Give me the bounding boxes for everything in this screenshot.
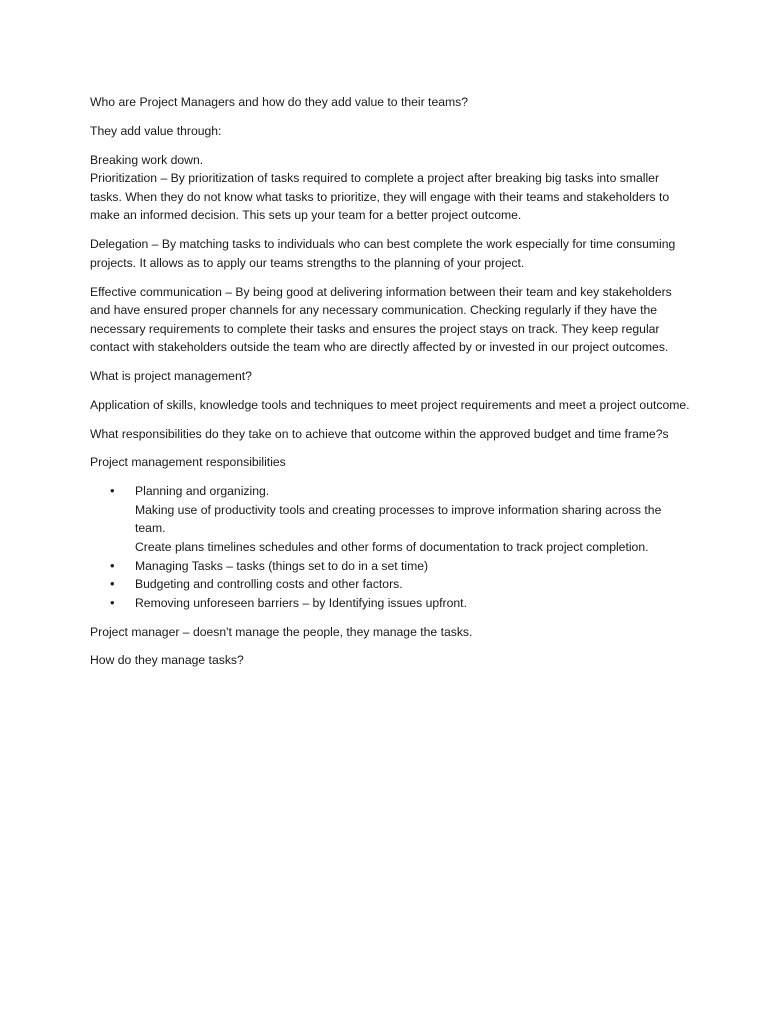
bullet-icon: • — [110, 483, 115, 499]
add-value-intro: They add value through: — [90, 123, 222, 138]
value-communication: Effective communication – By being good at delivering information between their team and key stakeholders and have ensured proper channels for any necessary communication. Checking regularly if they have the necessary requirements to complete their tasks and ensures the project stays on track. They keep regular contact with stakeholders outside the team who are directly affected by or invested in our project outcomes. — [90, 284, 672, 355]
list-item-line: Making use of productivity tools and creating processes to improve information sharing across the team. — [135, 502, 662, 536]
list-item-line: Budgeting and controlling costs and other factors. — [135, 577, 403, 592]
value-prioritization: Prioritization – By prioritization of tasks required to complete a project after breaking big tasks into smaller tasks. When they do not know what tasks to prioritize, they will engage with their teams and stakeholders to make an informed decision. This sets up your team for a better project outcome. — [90, 171, 670, 223]
list-item-line: Removing unforeseen barriers – by Identifying issues upfront. — [135, 595, 467, 610]
question-how-manage-tasks: How do they manage tasks? — [90, 653, 244, 668]
responsibilities-heading: Project management responsibilities — [90, 455, 286, 470]
list-item — [90, 482, 690, 556]
pm-definition: Application of skills, knowledge tools and techniques to meet project requirements and meet a project outcome. — [90, 397, 690, 412]
value-breaking-work-paragraph — [90, 151, 690, 225]
bullet-icon: • — [110, 594, 115, 610]
bullet-icon: • — [110, 576, 115, 592]
list-item-line: Planning and organizing. — [135, 484, 270, 499]
list-item — [90, 594, 690, 613]
question-responsibilities: What responsibilities do they take on to achieve that outcome within the approved budget and time frame?s — [90, 426, 669, 441]
list-item — [90, 557, 690, 576]
value-breaking-work: Breaking work down. — [90, 152, 204, 167]
responsibilities-list — [90, 482, 690, 612]
value-delegation: Delegation – By matching tasks to individuals who can best complete the work especially for time consuming projects. It allows as to apply our teams strengths to the planning of your project. — [90, 237, 676, 270]
pm-note: Project manager – doesn't manage the people, they manage the tasks. — [90, 624, 473, 639]
question-what-is-pm: What is project management? — [90, 369, 252, 384]
list-item-line: Managing Tasks – tasks (things set to do in a set time) — [135, 558, 429, 573]
list-item — [90, 575, 690, 594]
bullet-icon: • — [110, 557, 115, 573]
document-page — [90, 93, 690, 680]
question-who-are-pms: Who are Project Managers and how do they add value to their teams? — [90, 95, 469, 109]
list-item-line: Create plans timelines schedules and other forms of documentation to track project completion. — [135, 539, 649, 554]
